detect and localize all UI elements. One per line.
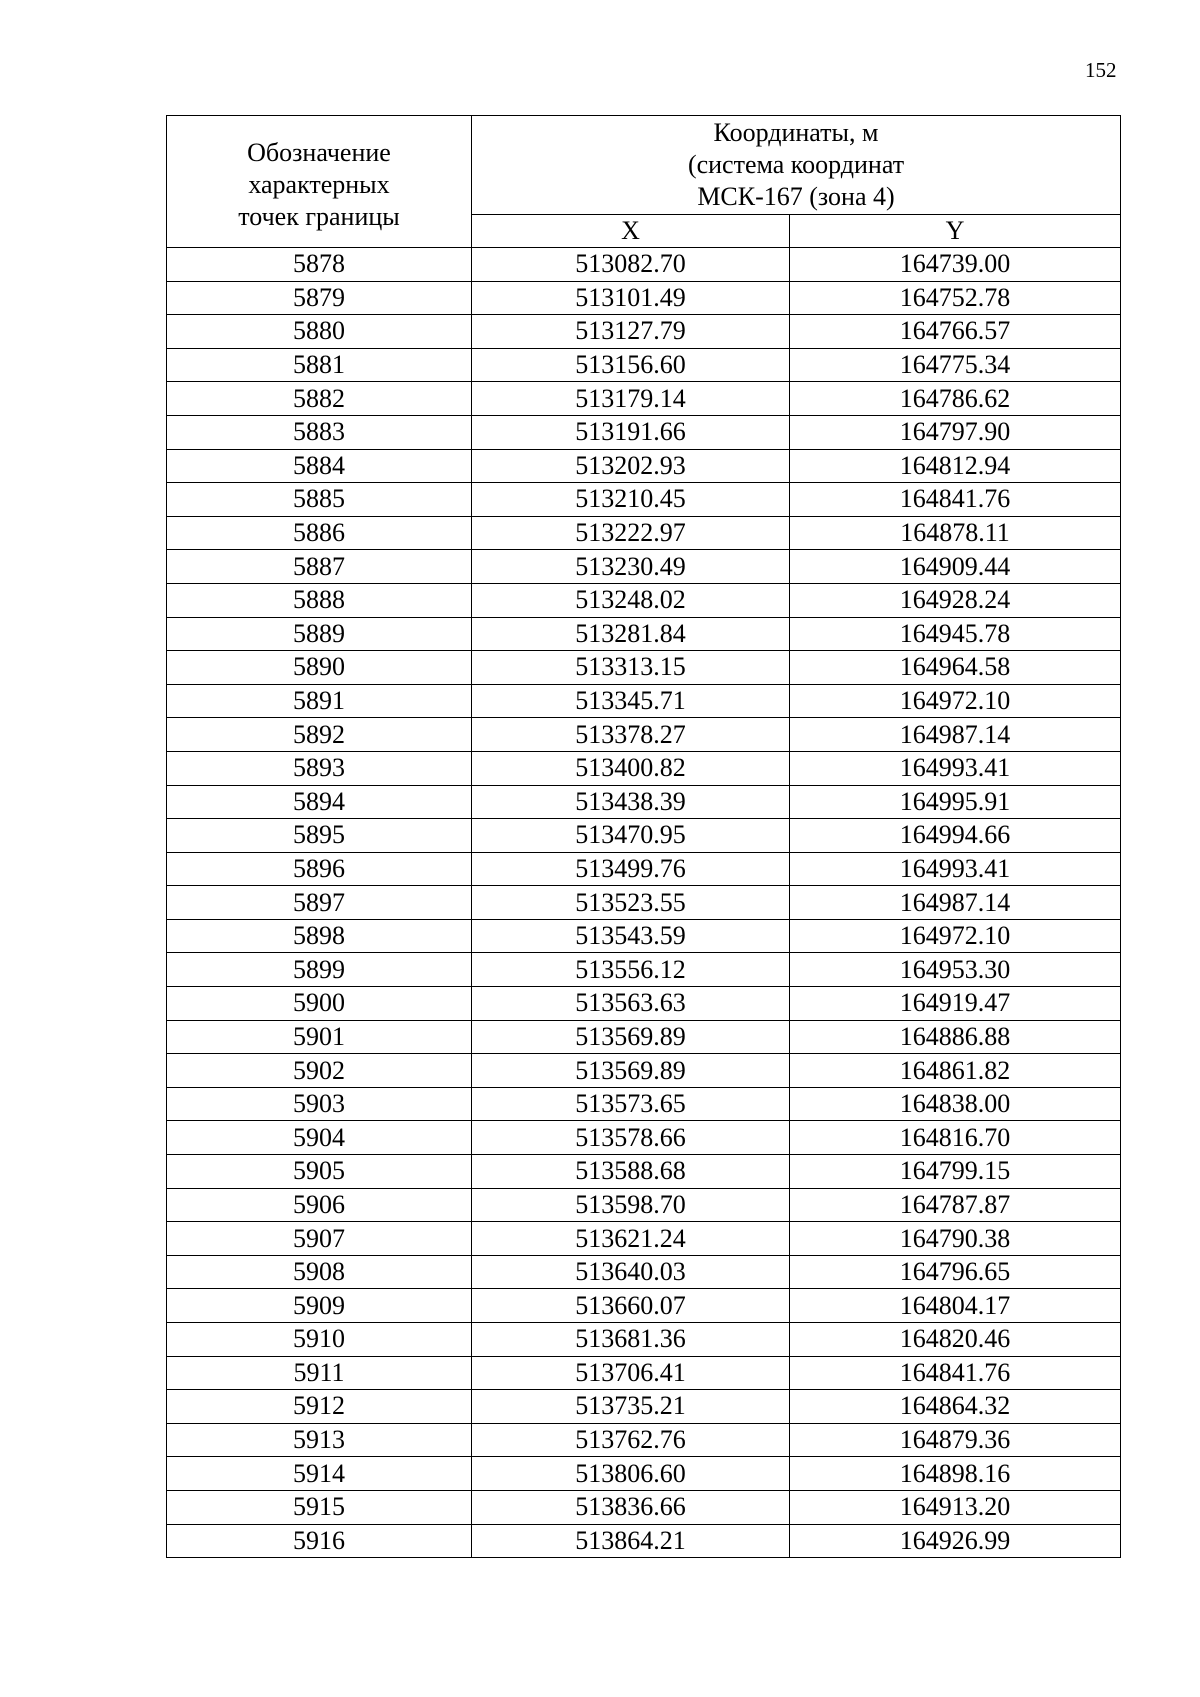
table-row [167,1524,1121,1558]
table-row [167,886,1121,920]
y-coordinate-cell: 164838.00 [790,1087,1121,1121]
x-coordinate-cell: 513523.55 [472,886,790,920]
point-cell: 5907 [167,1222,472,1256]
point-cell: 5901 [167,1020,472,1054]
table-row [167,449,1121,483]
table-row [167,1087,1121,1121]
y-coordinate-cell: 164953.30 [790,953,1121,987]
table-row [167,1457,1121,1491]
x-coordinate-cell: 513621.24 [472,1222,790,1256]
x-coordinate-cell: 513101.49 [472,281,790,315]
point-cell: 5885 [167,483,472,517]
point-cell: 5891 [167,684,472,718]
x-coordinate-cell: 513762.76 [472,1423,790,1457]
y-coordinate-cell: 164994.66 [790,819,1121,853]
page-number: 152 [1085,58,1117,82]
table-row [167,583,1121,617]
x-coordinate-cell: 513556.12 [472,953,790,987]
point-cell: 5897 [167,886,472,920]
point-cell: 5893 [167,751,472,785]
table-row [167,281,1121,315]
y-coordinate-cell: 164909.44 [790,550,1121,584]
designation-header-line: характерных [248,169,390,199]
point-cell: 5899 [167,953,472,987]
point-cell: 5898 [167,919,472,953]
table-row [167,415,1121,449]
x-coordinate-cell: 513313.15 [472,651,790,685]
table-row [167,315,1121,349]
coordinates-table [166,115,1121,1558]
y-coordinate-cell: 164913.20 [790,1490,1121,1524]
table-row [167,1356,1121,1390]
table-row [167,953,1121,987]
y-coordinate-cell: 164926.99 [790,1524,1121,1558]
point-cell: 5880 [167,315,472,349]
y-coordinate-cell: 164987.14 [790,718,1121,752]
x-coordinate-cell: 513598.70 [472,1188,790,1222]
y-coordinate-cell: 164841.76 [790,1356,1121,1390]
x-coordinate-cell: 513864.21 [472,1524,790,1558]
y-coordinate-cell: 164864.32 [790,1390,1121,1424]
table-row [167,516,1121,550]
x-coordinate-cell: 513681.36 [472,1323,790,1357]
coordinates-header [472,116,1121,215]
x-coordinate-cell: 513578.66 [472,1121,790,1155]
coordinates-header-line: Координаты, м [713,118,879,147]
point-cell: 5881 [167,348,472,382]
x-coordinate-cell: 513082.70 [472,248,790,282]
y-coordinate-cell: 164804.17 [790,1289,1121,1323]
table-row [167,1323,1121,1357]
point-cell: 5886 [167,516,472,550]
point-cell: 5906 [167,1188,472,1222]
table-row [167,751,1121,785]
x-coordinate-cell: 513706.41 [472,1356,790,1390]
x-coordinate-cell: 513588.68 [472,1155,790,1189]
y-column-header: Y [790,215,1121,248]
x-coordinate-cell: 513281.84 [472,617,790,651]
y-coordinate-cell: 164812.94 [790,449,1121,483]
coordinates-header-line: (система координат [687,150,905,179]
point-cell: 5878 [167,248,472,282]
y-coordinate-cell: 164993.41 [790,852,1121,886]
x-coordinate-cell: 513543.59 [472,919,790,953]
y-coordinate-cell: 164775.34 [790,348,1121,382]
y-coordinate-cell: 164987.14 [790,886,1121,920]
table-row [167,550,1121,584]
x-coordinate-cell: 513222.97 [472,516,790,550]
y-coordinate-cell: 164841.76 [790,483,1121,517]
table-row [167,248,1121,282]
y-coordinate-cell: 164879.36 [790,1423,1121,1457]
table-row [167,617,1121,651]
table-header [167,116,1121,248]
x-coordinate-cell: 513569.89 [472,1020,790,1054]
point-cell: 5900 [167,987,472,1021]
x-coordinate-cell: 513470.95 [472,819,790,853]
y-coordinate-cell: 164995.91 [790,785,1121,819]
y-coordinate-cell: 164928.24 [790,583,1121,617]
x-coordinate-cell: 513230.49 [472,550,790,584]
x-coordinate-cell: 513735.21 [472,1390,790,1424]
x-coordinate-cell: 513806.60 [472,1457,790,1491]
table-row [167,483,1121,517]
table-row [167,382,1121,416]
point-cell: 5887 [167,550,472,584]
point-cell: 5895 [167,819,472,853]
y-coordinate-cell: 164919.47 [790,987,1121,1021]
x-coordinate-cell: 513499.76 [472,852,790,886]
y-coordinate-cell: 164964.58 [790,651,1121,685]
table-row [167,1423,1121,1457]
y-coordinate-cell: 164972.10 [790,684,1121,718]
y-coordinate-cell: 164787.87 [790,1188,1121,1222]
table-row [167,819,1121,853]
x-coordinate-cell: 513202.93 [472,449,790,483]
point-cell: 5892 [167,718,472,752]
table-row [167,919,1121,953]
x-coordinate-cell: 513563.63 [472,987,790,1021]
table-row [167,1390,1121,1424]
point-cell: 5905 [167,1155,472,1189]
coordinates-header-line: МСК-167 (зона 4) [697,182,895,211]
table-body [167,248,1121,1558]
x-coordinate-cell: 513573.65 [472,1087,790,1121]
point-cell: 5916 [167,1524,472,1558]
point-cell: 5896 [167,852,472,886]
y-coordinate-cell: 164739.00 [790,248,1121,282]
table-row [167,1054,1121,1088]
x-coordinate-cell: 513569.89 [472,1054,790,1088]
point-cell: 5882 [167,382,472,416]
x-coordinate-cell: 513179.14 [472,382,790,416]
table-row [167,718,1121,752]
point-cell: 5912 [167,1390,472,1424]
point-cell: 5911 [167,1356,472,1390]
y-coordinate-cell: 164796.65 [790,1255,1121,1289]
table-row [167,852,1121,886]
point-cell: 5909 [167,1289,472,1323]
y-coordinate-cell: 164878.11 [790,516,1121,550]
point-cell: 5915 [167,1490,472,1524]
point-cell: 5883 [167,415,472,449]
table-row [167,651,1121,685]
x-coordinate-cell: 513836.66 [472,1490,790,1524]
designation-header [167,116,472,248]
y-coordinate-cell: 164972.10 [790,919,1121,953]
table-row [167,1255,1121,1289]
header-row-top [167,116,1121,215]
x-coordinate-cell: 513660.07 [472,1289,790,1323]
point-cell: 5904 [167,1121,472,1155]
x-coordinate-cell: 513248.02 [472,583,790,617]
x-coordinate-cell: 513210.45 [472,483,790,517]
point-cell: 5914 [167,1457,472,1491]
x-column-header: X [472,215,790,248]
x-coordinate-cell: 513400.82 [472,751,790,785]
x-coordinate-cell: 513156.60 [472,348,790,382]
designation-header-line: Обозначение [247,137,391,167]
x-coordinate-cell: 513640.03 [472,1255,790,1289]
table-row [167,1490,1121,1524]
y-coordinate-cell: 164786.62 [790,382,1121,416]
point-cell: 5889 [167,617,472,651]
y-coordinate-cell: 164766.57 [790,315,1121,349]
table-row [167,348,1121,382]
point-cell: 5903 [167,1087,472,1121]
y-coordinate-cell: 164898.16 [790,1457,1121,1491]
y-coordinate-cell: 164799.15 [790,1155,1121,1189]
table-row [167,684,1121,718]
y-coordinate-cell: 164816.70 [790,1121,1121,1155]
point-cell: 5902 [167,1054,472,1088]
y-coordinate-cell: 164790.38 [790,1222,1121,1256]
y-coordinate-cell: 164861.82 [790,1054,1121,1088]
designation-header-line: точек границы [238,201,400,231]
y-coordinate-cell: 164945.78 [790,617,1121,651]
y-coordinate-cell: 164886.88 [790,1020,1121,1054]
table-row [167,1188,1121,1222]
table-row [167,1121,1121,1155]
point-cell: 5894 [167,785,472,819]
point-cell: 5879 [167,281,472,315]
y-coordinate-cell: 164820.46 [790,1323,1121,1357]
point-cell: 5908 [167,1255,472,1289]
y-coordinate-cell: 164993.41 [790,751,1121,785]
x-coordinate-cell: 513127.79 [472,315,790,349]
x-coordinate-cell: 513191.66 [472,415,790,449]
x-coordinate-cell: 513438.39 [472,785,790,819]
point-cell: 5888 [167,583,472,617]
point-cell: 5884 [167,449,472,483]
point-cell: 5890 [167,651,472,685]
table-row [167,1020,1121,1054]
point-cell: 5913 [167,1423,472,1457]
point-cell: 5910 [167,1323,472,1357]
table-row [167,785,1121,819]
x-coordinate-cell: 513378.27 [472,718,790,752]
y-coordinate-cell: 164797.90 [790,415,1121,449]
x-coordinate-cell: 513345.71 [472,684,790,718]
table-row [167,1289,1121,1323]
table-row [167,1155,1121,1189]
y-coordinate-cell: 164752.78 [790,281,1121,315]
table-row [167,987,1121,1021]
table-row [167,1222,1121,1256]
